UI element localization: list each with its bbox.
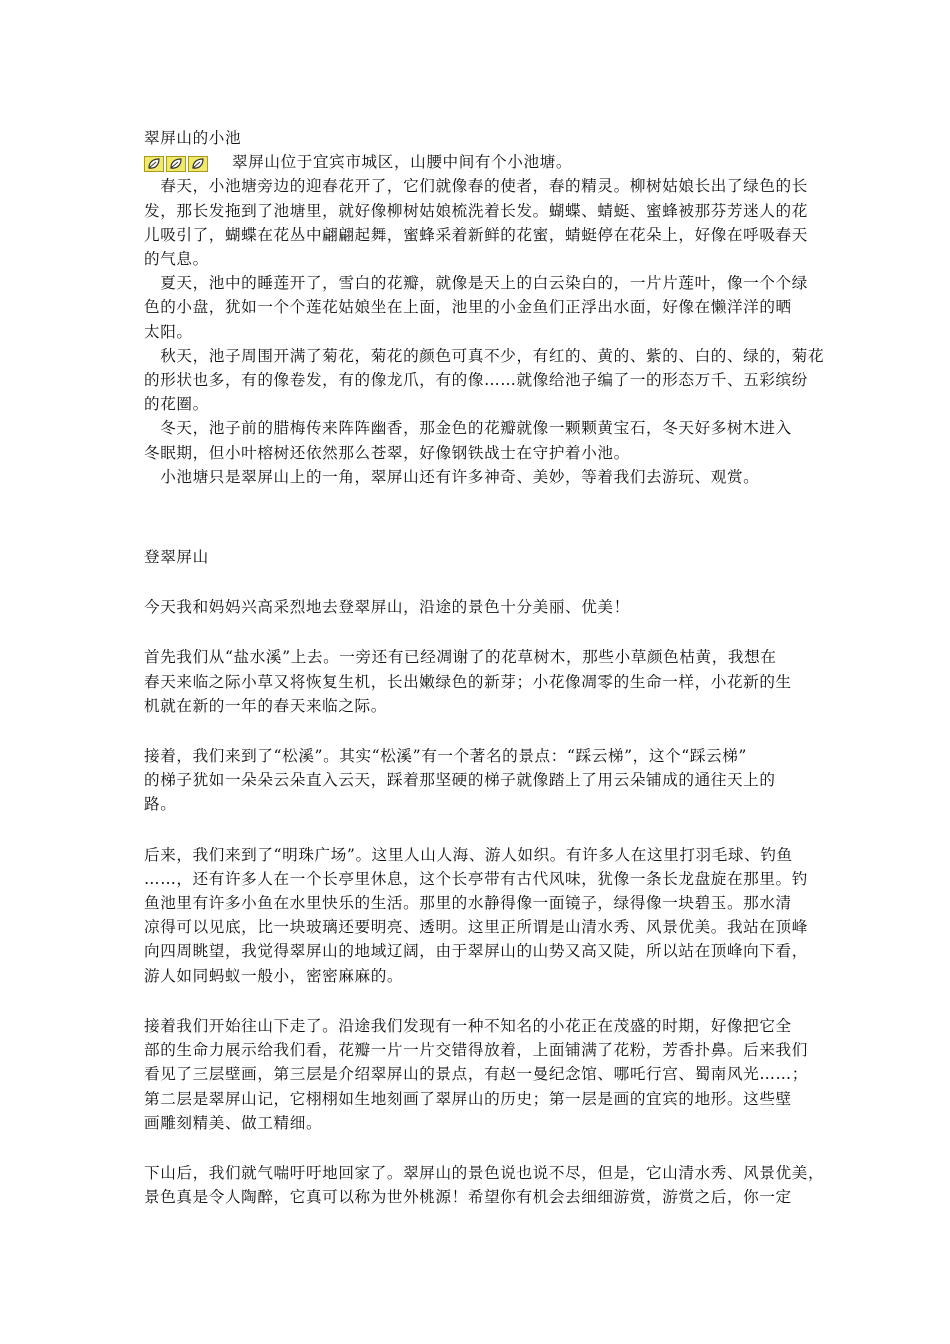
- body-line: 的梯子犹如一朵朵云朵直入云天，踩着那坚硬的梯子就像踏上了用云朵铺成的通往天上的: [144, 771, 776, 790]
- body-line: 今天我和妈妈兴高采烈地去登翠屏山，沿途的景色十分美丽、优美！: [144, 598, 630, 617]
- paragraph: [144, 744, 812, 817]
- body-line: 儿吸引了，蝴蝶在花丛中翩翩起舞，蜜蜂采着新鲜的花蜜，蜻蜓停在花朵上，好像在呼吸春天: [144, 225, 808, 244]
- body-line: 路。: [144, 795, 177, 814]
- paragraph: [144, 843, 812, 988]
- section1-body: [144, 174, 825, 489]
- body-line: 冬天，池子前的腊梅传来阵阵幽香，那金色的花瓣就像一颗颗黄宝石，冬天好多树木进入: [144, 419, 792, 438]
- paragraph: [144, 645, 812, 718]
- leaf-icon: [144, 156, 164, 172]
- document-page: [144, 126, 825, 1209]
- body-line: 景色真是令人陶醉，它真可以称为世外桃源！希望你有机会去细细游赏，游赏之后，你一定: [144, 1188, 792, 1207]
- body-line: 夏天，池中的睡莲开了，雪白的花瓣，就像是天上的白云染白的，一片片莲叶，像一个个绿: [144, 274, 808, 293]
- intro-line: [144, 150, 812, 174]
- body-line: 春天来临之际小草又将恢复生机，长出嫩绿色的新芽；小花像凋零的生命一样，小花新的生: [144, 672, 792, 691]
- body-line: ……，还有许多人在一个长亭里休息，这个长亭带有古代风味，犹像一条长龙盘旋在那里。钓: [144, 869, 808, 888]
- body-line: 部的生命力展示给我们看，花瓣一片一片交错得放着，上面铺满了花粉，芳香扑鼻。后来我们: [144, 1041, 808, 1060]
- body-line: 秋天，池子周围开满了菊花，菊花的颜色可真不少，有红的、黄的、紫的、白的、绿的，菊花: [144, 346, 825, 365]
- paragraph: [144, 1161, 825, 1209]
- body-line: 发，那长发拖到了池塘里，就好像柳树姑娘梳洗着长发。蝴蝶、蜻蜓、蜜蜂被那芬芳迷人的花: [144, 201, 808, 220]
- body-line: 色的小盘，犹如一个个莲花姑娘坐在上面，池里的小金鱼们正浮出水面，好像在懒洋洋的晒: [144, 298, 792, 317]
- body-line: 春天，小池塘旁边的迎春花开了，它们就像春的使者，春的精灵。柳树姑娘长出了绿色的长: [144, 177, 808, 196]
- body-line: 的花圈。: [144, 395, 209, 414]
- decorative-icons: [144, 156, 208, 172]
- body-line: 后来，我们来到了“明珠广场”。这里人山人海、游人如织。有许多人在这里打羽毛球、钓鱼: [144, 845, 793, 864]
- body-line: 第二层是翠屏山记，它栩栩如生地刻画了翠屏山的历史；第一层是画的宜宾的地形。这些壁: [144, 1089, 792, 1108]
- body-line: 鱼池里有许多小鱼在水里快乐的生活。那里的水静得像一面镜子，绿得像一块碧玉。那水清: [144, 894, 792, 913]
- body-line: 画雕刻精美、做工精细。: [144, 1113, 323, 1132]
- section-title: 登翠屏山: [144, 548, 209, 567]
- body-line: 下山后，我们就气喘吁吁地回家了。翠屏山的景色说也说不尽，但是，它山清水秀、风景优美，: [144, 1163, 825, 1182]
- body-line: 凉得可以见底，比一块玻璃还要明亮、透明。这里正所谓是山清水秀、风景优美。我站在顶峰: [144, 918, 808, 937]
- body-line: 太阳。: [144, 322, 193, 341]
- body-line: 小池塘只是翠屏山上的一角，翠屏山还有许多神奇、美妙，等着我们去游玩、观赏。: [144, 467, 760, 486]
- paragraph: [144, 595, 812, 619]
- section-title: 翠屏山的小池: [144, 129, 242, 147]
- body-line: 的形状也多，有的像卷发，有的像龙爪，有的像……就像给池子编了一的形态万千、五彩缤纷: [144, 371, 808, 390]
- leaf-icon: [166, 156, 186, 172]
- body-line: 接着我们开始往山下走了。沿途我们发现有一种不知名的小花正在茂盛的时期，好像把它全: [144, 1016, 792, 1035]
- body-line: 冬眠期，但小叶榕树还依然那么苍翠，好像钢铁战士在守护着小池。: [144, 443, 630, 462]
- leaf-icon: [188, 156, 208, 172]
- body-line: 首先我们从“盐水溪”上去。一旁还有已经凋谢了的花草树木，那些小草颜色枯黄，我想在: [144, 648, 777, 667]
- paragraph: [144, 1014, 812, 1135]
- body-line: 看见了三层壁画，第三层是介绍翠屏山的景点，有赵一曼纪念馆、哪吒行宫、蜀南风光……；: [144, 1065, 808, 1084]
- body-line: 的气息。: [144, 250, 209, 269]
- intro-text: 翠屏山位于宜宾市城区，山腰中间有个小池塘。: [232, 153, 573, 172]
- body-line: 机就在新的一年的春天来临之际。: [144, 696, 387, 715]
- body-line: 接着，我们来到了“松溪”。其实“松溪”有一个著名的景点：“踩云梯”，这个“踩云梯”: [144, 747, 747, 766]
- body-line: 向四周眺望，我觉得翠屏山的地域辽阔，由于翠屏山的山势又高又陡，所以站在顶峰向下看，: [144, 942, 808, 961]
- body-line: 游人如同蚂蚁一般小，密密麻麻的。: [144, 966, 404, 985]
